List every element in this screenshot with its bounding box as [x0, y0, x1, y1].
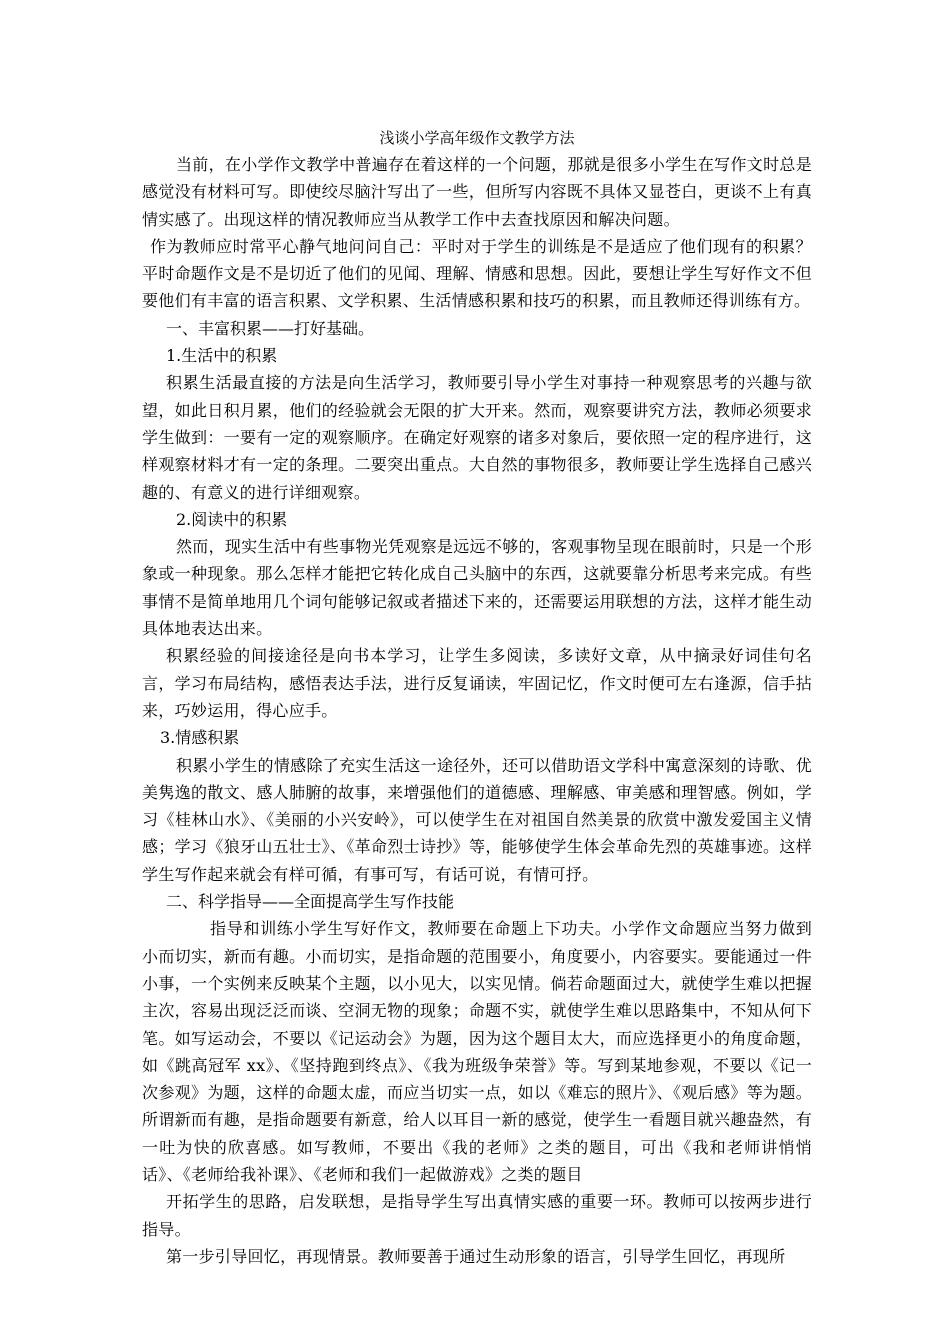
paragraph-4: 然而，现实生活中有些事物光凭观察是远远不够的，客观事物呈现在眼前时，只是一个形象或一种现象。那么怎样才能把它转化成自己头脑中的东西，这就要靠分析思考来完成。有些事情不是简单地用几个词句能够记叙或者描述下来的，还需要运用联想的方法，这样才能生动具体地表达出来。: [142, 537, 812, 639]
paragraph-2: 作为教师应时常平心静气地问问自己：平时对于学生的训练是不是适应了他们现有的积累？平时命题作文是不是切近了他们的见闻、理解、情感和思想。因此，要想让学生写好作文不但要他们有丰富的语言积累、文学积累、生活情感积累和技巧的积累，而且教师还得训练有方。: [142, 236, 812, 311]
document-page: [142, 125, 812, 1270]
section-2-heading: 二、科学指导——全面提高学生写作技能: [166, 892, 455, 912]
paragraph-3: 积累生活最直接的方法是向生活学习，教师要引导小学生对事持一种观察思考的兴趣与欲望，如此日积月累，他们的经验就会无限的扩大开来。然而，观察要讲究方法，教师必须要求学生做到：一要有一定的观察顺序。在确定好观察的诸多对象后，要依照一定的程序进行，这样观察材料才有一定的条理。二要突出重点。大自然的事物很多，教师要让学生选择自己感兴趣的、有意义的进行详细观察。: [142, 373, 812, 502]
section-1-heading: 一、丰富积累——打好基础。: [166, 318, 375, 338]
paragraph-6: 积累小学生的情感除了充实生活这一途径外，还可以借助语文学科中寓意深刻的诗歌、优美隽逸的散文、感人肺腑的故事，来增强他们的道德感、理解感、审美感和理智感。例如，学习《桂林山水》、《美丽的小兴安岭》，可以使学生在对祖国自然美景的欣赏中激发爱国主义情感；学习《狼牙山五壮士》、《革命烈士诗抄》等，能够使学生体会革命先烈的英雄事迹。这样学生写作起来就会有样可循，有事可写，有话可说，有情可抒。: [142, 755, 812, 884]
paragraph-5: 积累经验的间接途径是向书本学习，让学生多阅读，多读好文章，从中摘录好词佳句名言，学习布局结构，感悟表达手法，进行反复诵读，牢固记忆，作文时便可左右逢源，信手拈来，巧妙运用，得心应手。: [142, 646, 812, 720]
paragraph-7: 指导和训练小学生写好作文，教师要在命题上下功夫。小学作文命题应当努力做到小而切实，新而有趣。小而切实，是指命题的范围要小，角度要小，内容要实。要能通过一件小事，一个实例来反映某个主题，以小见大，以实见情。倘若命题面过大，就使学生难以把握主次，容易出现泛泛而谈、空洞无物的现象；命题不实，就使学生难以思路集中，不知从何下笔。如写运动会，不要以《记运动会》为题，因为这个题目太大，而应选择更小的角度命题，如《跳高冠军 xx》、《坚持跑到终点》、《我为班级争荣誉》等。写到某地参观，不要以《记一次参观》为题，这样的命题太虚，而应当切实一点，如以《难忘的照片》、《观后感》等为题。所谓新而有趣，是指命题要有新意，给人以耳目一新的感觉，使学生一看题目就兴趣盎然，有一吐为快的欣喜感。如写教师，不要出《我的老师》之类的题目，可出《我和老师讲悄悄话》、《老师给我补课》、《老师和我们一起做游戏》之类的题目: [142, 919, 812, 1184]
paragraph-9: 第一步引导回忆，再现情景。教师要善于通过生动形象的语言，引导学生回忆，再现所: [166, 1246, 786, 1266]
paragraph-8: 开拓学生的思路，启发联想，是指导学生写出真情实感的重要一环。教师可以按两步进行指导。: [142, 1192, 812, 1239]
document-title: 浅谈小学高年级作文教学方法: [379, 129, 575, 147]
subsection-2-heading: 2.阅读中的积累: [176, 509, 288, 529]
subsection-3-heading: 3.情感积累: [160, 728, 240, 748]
subsection-1-heading: 1.生活中的积累: [166, 346, 278, 366]
paragraph-1: 当前，在小学作文教学中普遍存在着这样的一个问题，那就是很多小学生在写作文时总是感觉没有材料可写。即使绞尽脑汁写出了一些，但所写内容既不具体又显苍白，更谈不上有真情实感了。出现这样的情况教师应当从教学工作中去查找原因和解决问题。: [142, 155, 812, 229]
